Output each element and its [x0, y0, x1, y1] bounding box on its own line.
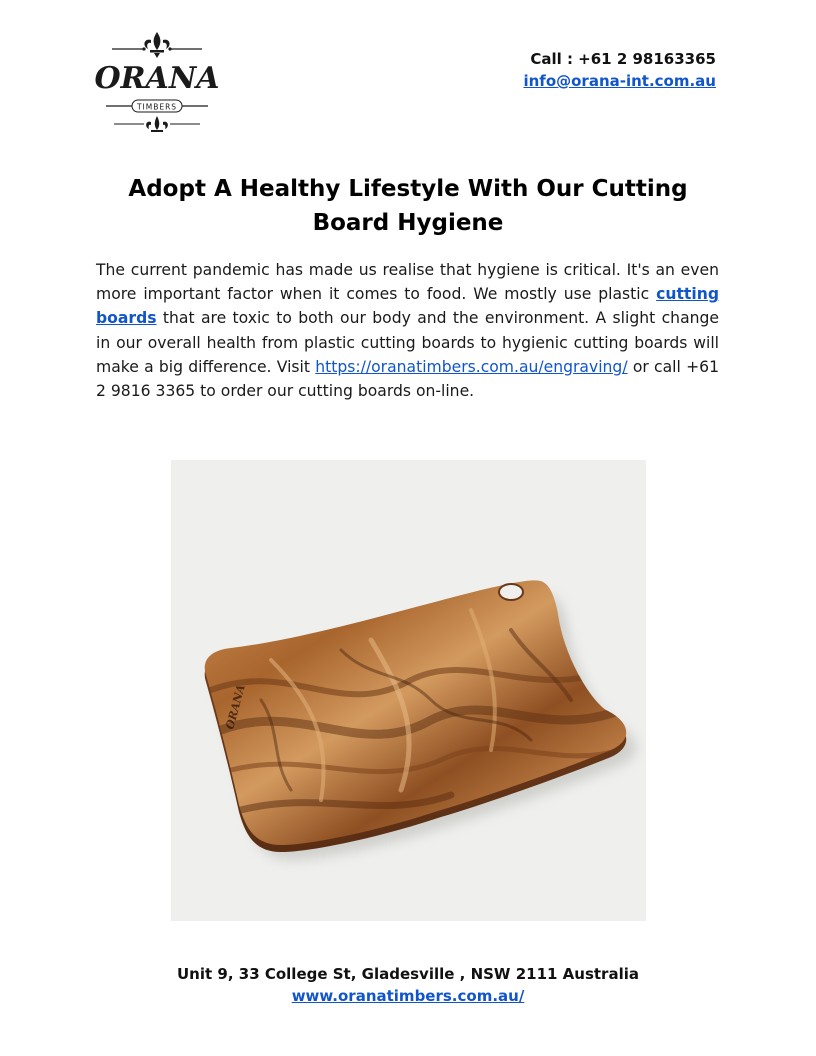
paragraph-text-1: The current pandemic has made us realise that hygiene is critical. It's an even more important factor when it comes to food. We mostly use plastic: [96, 261, 719, 304]
footer: [96, 963, 720, 1007]
board-engraved-logo: ORANA: [223, 683, 248, 731]
orana-timbers-logo: [94, 30, 220, 140]
logo-graphic: [94, 30, 220, 140]
email-link[interactable]: info@orana-int.com.au: [523, 72, 716, 90]
paragraph-text-3: or call +61 2 9816 3365 to order our cutting boards on-line.: [96, 357, 720, 401]
page-title: [96, 172, 720, 240]
paragraph-text-2: that are toxic to both our body and the environment. A slight change in our overall health from plastic cutting boards to hygienic cutting boards will make a big difference. Visit: [96, 309, 719, 376]
logo-wordmark: ORANA: [94, 61, 220, 96]
logo-subtext: TIMBERS: [136, 102, 178, 112]
cutting-board-photo: [171, 460, 646, 921]
cutting-board-image: [171, 460, 646, 921]
cutting-boards-link[interactable]: cutting boards: [96, 285, 719, 328]
contact-block: [523, 48, 716, 92]
website-link[interactable]: www.oranatimbers.com.au/: [291, 987, 525, 1005]
title-line-1: Adopt A Healthy Lifestyle With Our Cutting: [128, 176, 688, 202]
footer-address: Unit 9, 33 College St, Gladesville , NSW 2111 Australia: [177, 965, 639, 983]
engraving-link[interactable]: https://oranatimbers.com.au/engraving/: [315, 357, 628, 376]
phone-number: Call : +61 2 98163365: [530, 50, 716, 68]
title-line-2: Board Hygiene: [312, 210, 504, 236]
body-paragraph: [96, 258, 719, 403]
